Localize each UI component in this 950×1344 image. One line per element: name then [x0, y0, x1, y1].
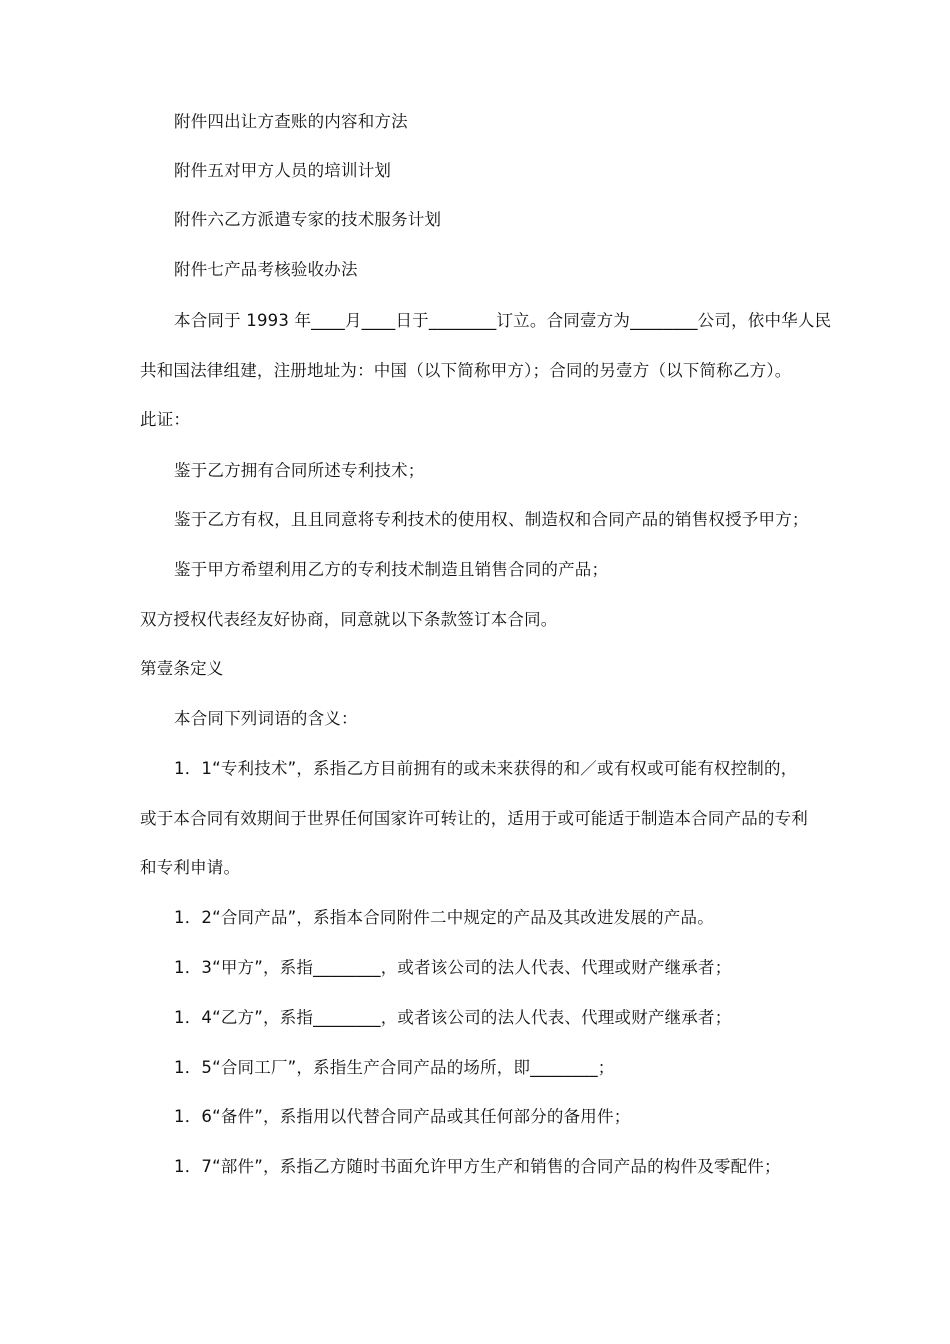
clause-1-4-line: 1．4“乙方”，系指________，或者该公司的法人代表、代理或财产继承者； [174, 1008, 732, 1027]
witness-line: 此证： [140, 410, 191, 429]
article-1-heading: 第壹条定义 [140, 659, 224, 678]
annex-6-line: 附件六乙方派遣专家的技术服务计划 [174, 210, 442, 229]
whereas-3-line: 鉴于甲方希望利用乙方的专利技术制造且销售合同的产品； [174, 560, 609, 579]
annex-4-line: 附件四出让方查账的内容和方法 [174, 112, 408, 131]
clause-1-3-line: 1．3“甲方”，系指________，或者该公司的法人代表、代理或财产继承者； [174, 958, 732, 977]
clause-1-6-line: 1．6“备件”，系指用以代替合同产品或其任何部分的备用件； [174, 1107, 631, 1126]
annex-7-line: 附件七产品考核验收办法 [174, 260, 358, 279]
agreement-line: 双方授权代表经友好协商，同意就以下条款签订本合同。 [140, 610, 558, 629]
clause-1-1-line-3: 和专利申请。 [140, 858, 241, 877]
clause-1-5-line: 1．5“合同工厂”，系指生产合同产品的场所，即________； [174, 1058, 615, 1077]
contract-intro-line-1: 本合同于 1993 年____月____日于________订立。合同壹方为________公司，依中华人民 [174, 311, 832, 330]
clause-1-1-line-1: 1．1“专利技术”，系指乙方目前拥有的或未来获得的和／或有权或可能有权控制的， [174, 759, 798, 778]
clause-1-7-line: 1．7“部件”，系指乙方随时书面允许甲方生产和销售的合同产品的构件及零配件； [174, 1157, 781, 1176]
clause-1-2-line: 1．2“合同产品”，系指本合同附件二中规定的产品及其改进发展的产品。 [174, 908, 714, 927]
contract-intro-line-2: 共和国法律组建，注册地址为：中国（以下简称甲方）；合同的另壹方（以下简称乙方）。 [140, 361, 792, 380]
clause-1-1-line-2: 或于本合同有效期间于世界任何国家许可转让的，适用于或可能适于制造本合同产品的专利 [140, 809, 808, 828]
definitions-intro: 本合同下列词语的含义： [174, 709, 358, 728]
whereas-1-line: 鉴于乙方拥有合同所述专利技术； [174, 461, 425, 480]
whereas-2-line: 鉴于乙方有权，且且同意将专利技术的使用权、制造权和合同产品的销售权授予甲方； [174, 510, 809, 529]
annex-5-line: 附件五对甲方人员的培训计划 [174, 161, 392, 180]
